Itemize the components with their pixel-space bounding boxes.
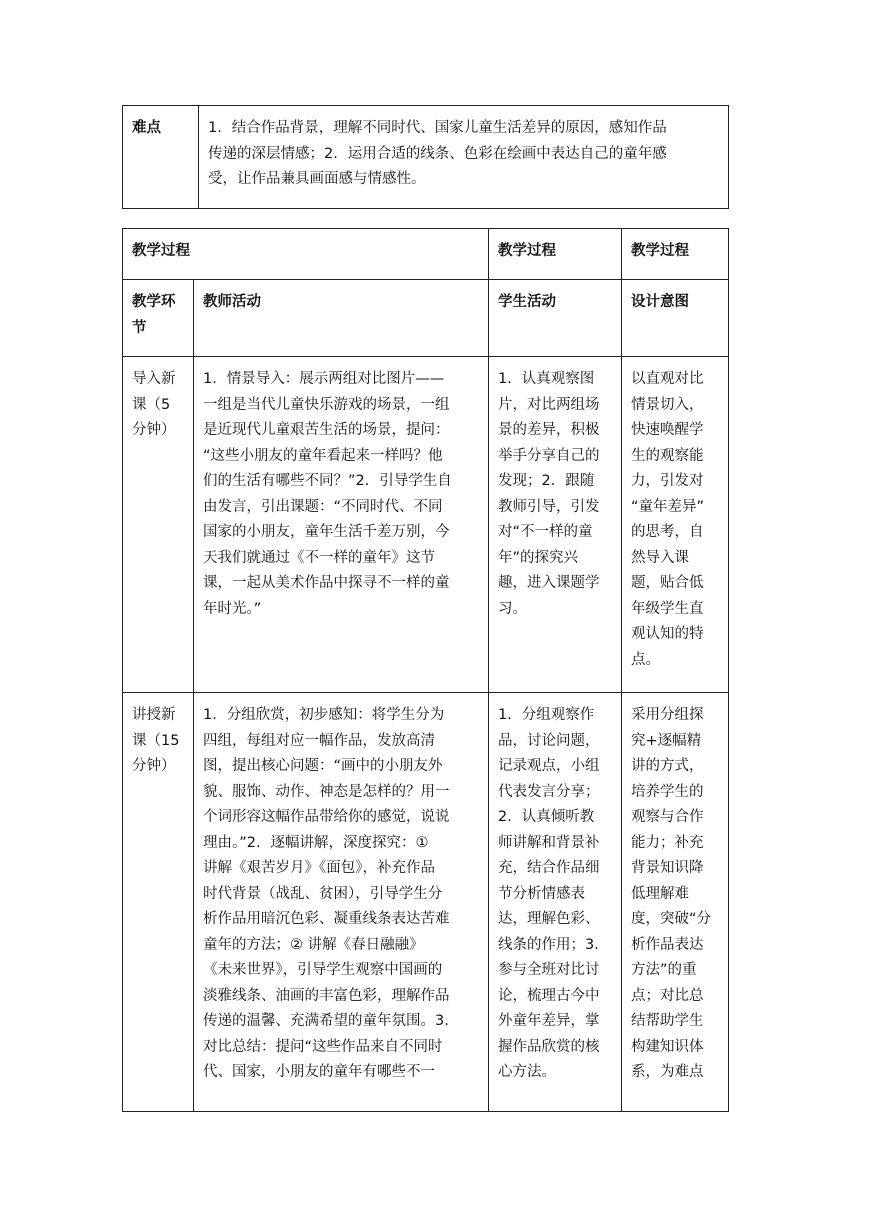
teaching-process-table	[122, 228, 729, 1112]
header-teaching-process-3: 教学过程	[622, 229, 729, 280]
stage-cell: 讲授新 课（15 分钟）	[132, 707, 180, 774]
student-activity-cell: 1．分组观察作 品，讨论问题， 记录观点，小组 代表发言分享； 2．认真倾听教 师讲解和背景补 充，结合作品细 节分析情感表 达，理解色彩、 线条的作用；3. 参与全班对比讨 论，梳理古今中 外童年差异，掌 握作品欣赏的核 心方法。	[498, 707, 600, 1080]
design-intent-cell: 以直观对比 情景切入， 快速唤醒学 生的观察能 力，引发对 “童年差异” 的思考，自 然导入课 题，贴合低 年级学生直 观认知的特 点。	[622, 357, 729, 693]
subheader-teacher-activity: 教师活动	[194, 280, 489, 357]
design-intent-cell: 采用分组探 究+逐幅精 讲的方式， 培养学生的 观察与合作 能力；补充 背景知识降 低理解难 度，突破“分 析作品表达 方法”的重 点；对比总 结帮助学生 构建知识体 系，为难点	[631, 707, 712, 1080]
header-row	[123, 229, 729, 280]
table-row	[123, 357, 729, 693]
stage-cell: 导入新 课（5 分钟）	[123, 357, 194, 693]
subheader-design-intent: 设计意图	[622, 280, 729, 357]
subheader-student-activity: 学生活动	[489, 280, 622, 357]
subheader-row	[123, 280, 729, 357]
teacher-activity-cell: 1．分组欣赏，初步感知：将学生分为 四组，每组对应一幅作品，发放高清 图，提出核心问题：“画中的小朋友外 貌、服饰、动作、神态是怎样的？用一 个词形容这幅作品带给你的感觉，说说 理由。”2．逐幅讲解，深度探究：① 讲解《艰苦岁月》《面包》，补充作品 时代背景（战乱、贫困），引导学生分 析作品用暗沉色彩、凝重线条表达苦难 童年的方法；② 讲解《春日融融》 《未来世界》，引导学生观察中国画的 淡雅线条、油画的丰富色彩，理解作品 传递的温馨、充满希望的童年氛围。3. 对比总结：提问“这些作品来自不同时 代、国家，小朋友的童年有哪些不一	[203, 707, 450, 1080]
header-teaching-process-1: 教学过程	[123, 229, 489, 280]
teacher-activity-cell: 1．情景导入：展示两组对比图片—— 一组是当代儿童快乐游戏的场景，一组 是近现代儿童艰苦生活的场景，提问： “这些小朋友的童年看起来一样吗？他 们的生活有哪些不同？”2．引导学生自 由发言，引出课题：“不同时代、不同 国家的小朋友，童年生活千差万别，今 天我们就通过《不一样的童年》这节 课，一起从美术作品中探寻不一样的童 年时光。”	[194, 357, 489, 693]
header-teaching-process-2: 教学过程	[489, 229, 622, 280]
difficulty-row	[123, 106, 729, 209]
difficulty-content: 1．结合作品背景，理解不同时代、国家儿童生活差异的原因，感知作品 传递的深层情感；2．运用合适的线条、色彩在绘画中表达自己的童年感 受，让作品兼具画面感与情感性。	[199, 106, 729, 209]
subheader-stage: 教学环 节	[123, 280, 194, 357]
table-row	[123, 693, 729, 1112]
student-activity-cell: 1．认真观察图 片，对比两组场 景的差异，积极 举手分享自己的 发现；2．跟随 教师引导，引发 对“不一样的童 年”的探究兴 趣，进入课题学 习。	[489, 357, 622, 693]
difficulty-label: 难点	[123, 106, 199, 209]
difficulty-table	[122, 105, 729, 209]
